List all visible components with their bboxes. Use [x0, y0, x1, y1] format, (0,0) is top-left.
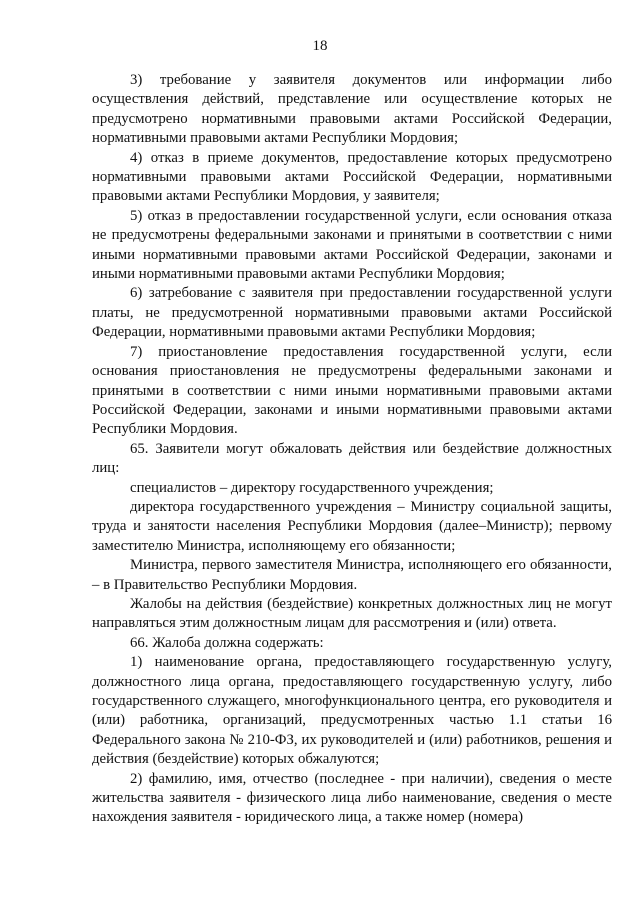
director-paragraph: директора государственного учреждения – Министру социальной защиты, труда и занятости населения Республики Мордовия (далее–Министр); первому заместителю Министра, исполняющему его обязанности;	[92, 498, 612, 554]
item-3-paragraph: 3) требование у заявителя документов или информации либо осуществления действий, представление или осуществление которых не предусмотрено нормативными правовыми актами Российской Федерации, нормативными правовыми актами Республики Мордовия;	[92, 72, 612, 147]
page-number: 18	[312, 38, 328, 54]
specialists-paragraph: специалистов – директору государственного учреждения;	[130, 479, 494, 496]
complaints-paragraph: Жалобы на действия (бездействие) конкретных должностных лиц не могут направляться этим должностным лицам для рассмотрения и (или) ответа.	[92, 595, 612, 632]
document-body	[92, 71, 612, 828]
item-4-paragraph: 4) отказ в приеме документов, предоставление которых предусмотрено нормативными правовыми актами Российской Федерации, нормативными правовыми актами Республики Мордовия, у заявителя;	[92, 149, 612, 205]
item-6-paragraph: 6) затребование с заявителя при предоставлении государственной услуги платы, не предусмотренной нормативными правовыми актами Российской Федерации, нормативными правовыми актами Республики Мордовия;	[92, 285, 612, 341]
requirement-2-paragraph: 2) фамилию, имя, отчество (последнее - при наличии), сведения о месте жительства заявителя - физического лица либо наименование, сведения о месте нахождения заявителя - юридического лица, а также номер (номера)	[92, 770, 612, 826]
item-7-paragraph: 7) приостановление предоставления государственной услуги, если основания приостановления не предусмотрены федеральными законами и принятыми в соответствии с ними иными нормативными правовыми актами Российской Федерации, законами и иными нормативными правовыми актами Республики Мордовия.	[92, 343, 612, 438]
item-5-paragraph: 5) отказ в предоставлении государственной услуги, если основания отказа не предусмотрены федеральными законами и принятыми в соответствии с ними иными нормативными правовыми актами Российской Федерации, законами и иными нормативными правовыми актами Республики Мордовия;	[92, 207, 612, 283]
clause-65-paragraph: 65. Заявители могут обжаловать действия или бездействие должностных лиц:	[92, 440, 612, 477]
minister-paragraph: Министра, первого заместителя Министра, исполняющего его обязанности, – в Правительство Республики Мордовия.	[92, 557, 612, 593]
clause-66-paragraph: 66. Жалоба должна содержать:	[130, 634, 324, 651]
requirement-1-paragraph: 1) наименование органа, предоставляющего государственную услугу, должностного лица органа, предоставляющего государственную услугу, либо государственного служащего, многофункционального центра, его руководителя и (или) работника, организаций, предусмотренных частью 1.1 статьи 16 Федерального закона № 210-ФЗ, их руководителей и (или) работников, решения и действия (бездействие) которых обжалуются;	[92, 654, 612, 768]
